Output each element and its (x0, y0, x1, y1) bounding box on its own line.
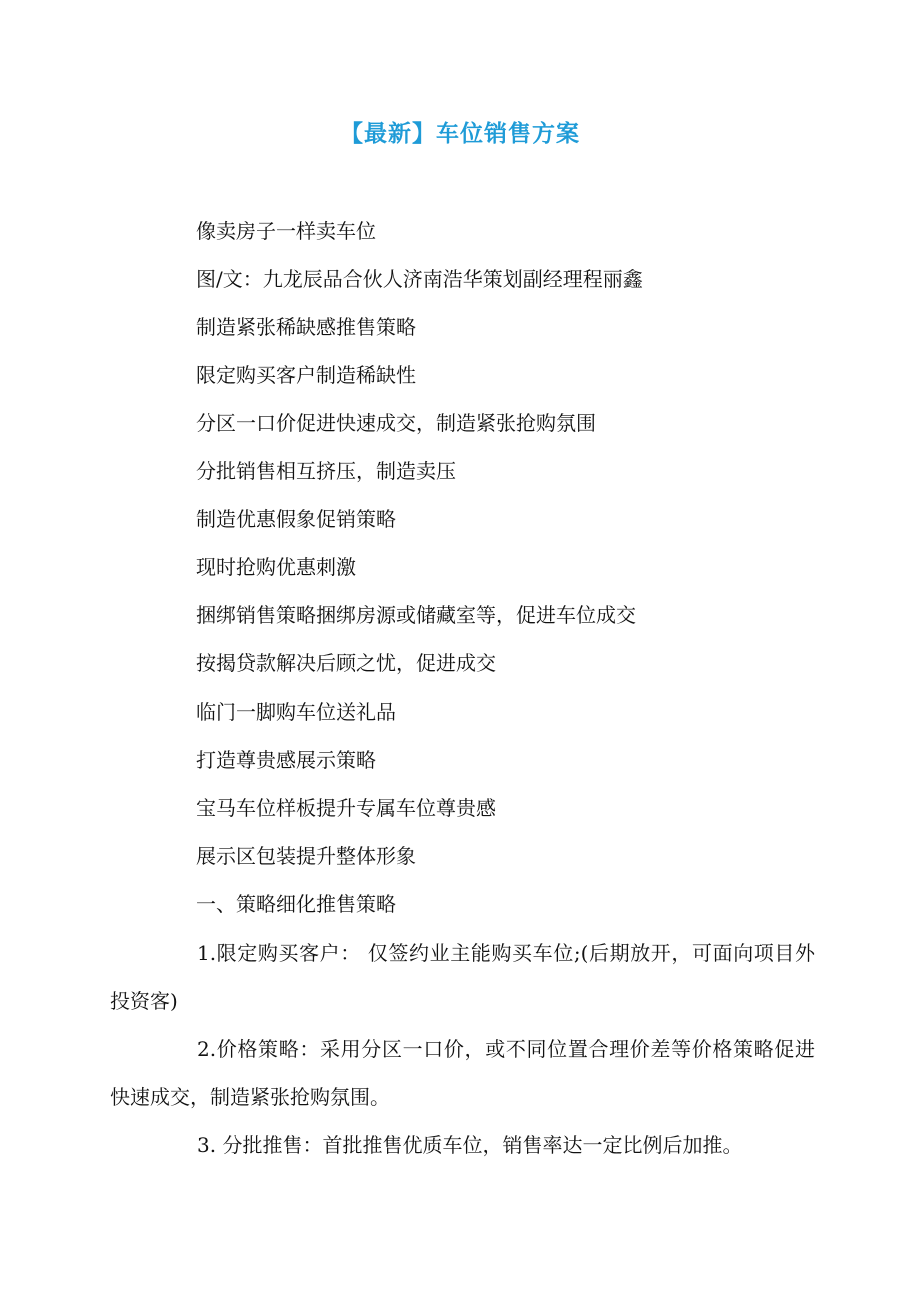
section-heading: 一、策略细化推售策略 (196, 892, 396, 916)
text-line: 按揭贷款解决后顾之忧，促进成交 (196, 651, 496, 675)
text-line: 图/文：九龙辰品合伙人济南浩华策划副经理程丽鑫 (196, 267, 643, 291)
text-line: 像卖房子一样卖车位 (196, 219, 376, 243)
text-line: 制造紧张稀缺感推售策略 (196, 315, 416, 339)
text-line: 限定购买客户制造稀缺性 (196, 363, 416, 387)
text-line: 捆绑销售策略捆绑房源或储藏室等，促进车位成交 (196, 603, 636, 627)
paragraph: 3. 分批推售：首批推售优质车位，销售率达一定比例后加推。 (197, 1133, 743, 1157)
document-title: 【最新】车位销售方案 (340, 120, 580, 147)
paragraph: 1.限定购买客户： 仅签约业主能购买车位;(后期放开，可面向项目外投资客) (110, 941, 815, 1013)
text-line: 分区一口价促进快速成交，制造紧张抢购氛围 (196, 411, 596, 435)
paragraph: 2.价格策略：采用分区一口价，或不同位置合理价差等价格策略促进快速成交，制造紧张抢购氛围。 (110, 1037, 815, 1109)
text-line: 展示区包装提升整体形象 (196, 844, 416, 868)
text-line: 分批销售相互挤压，制造卖压 (196, 459, 456, 483)
text-line: 制造优惠假象促销策略 (196, 507, 396, 531)
text-line: 宝马车位样板提升专属车位尊贵感 (196, 796, 496, 820)
text-line: 现时抢购优惠刺激 (196, 555, 356, 579)
text-line: 临门一脚购车位送礼品 (196, 700, 396, 724)
text-line: 打造尊贵感展示策略 (196, 748, 376, 772)
